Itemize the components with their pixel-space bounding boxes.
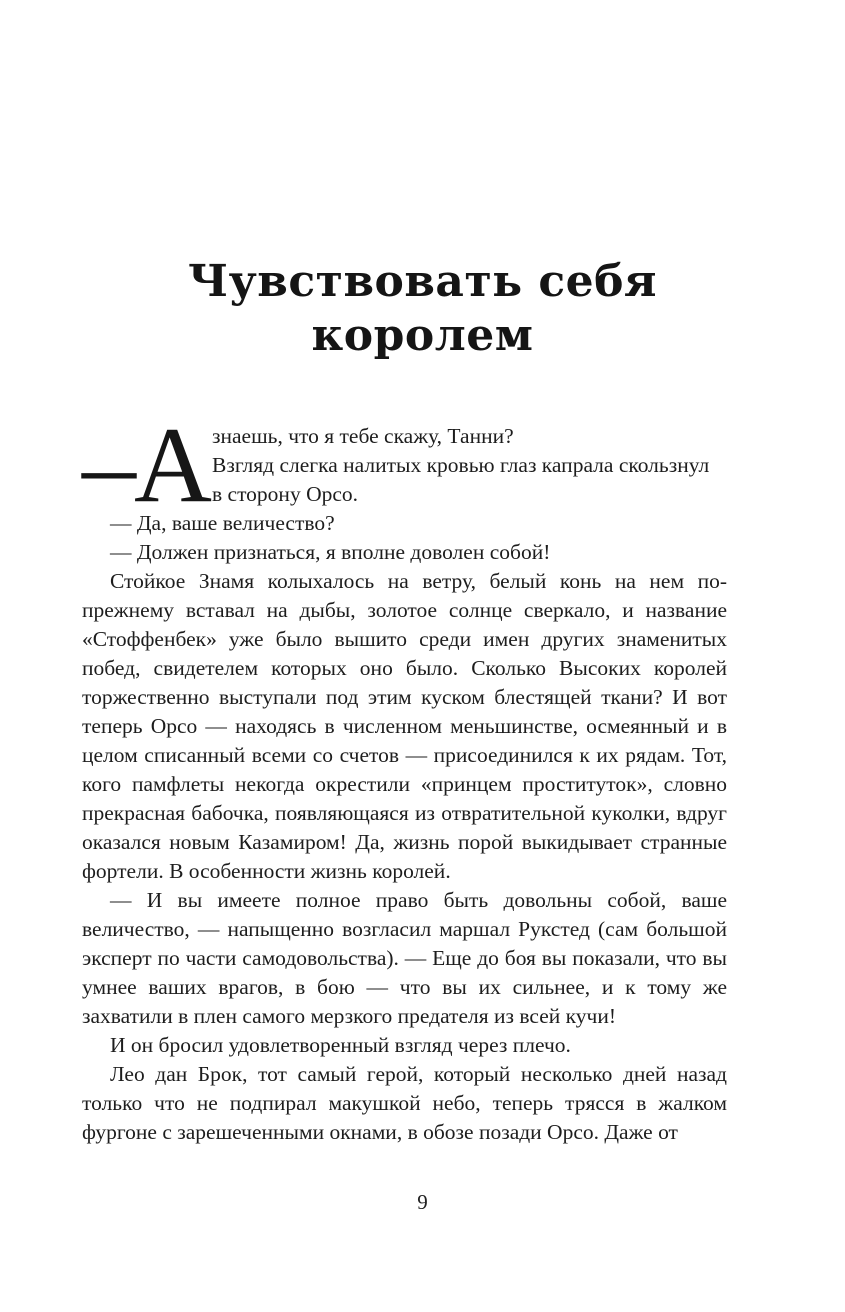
opening-line-1: знаешь, что я тебе скажу, Танни? <box>212 424 514 448</box>
drop-cap: –А <box>82 406 210 525</box>
opening-line-2: Взгляд слегка налитых кровью глаз капрала скользнул <box>212 453 710 477</box>
page-number: 9 <box>417 1190 428 1214</box>
body-text <box>82 406 727 1147</box>
paragraph: Стойкое Знамя колыхалось на ветру, белый конь на нем по-прежнему вставал на дыбы, золотое солнце сверкало, и название «Стоффенбек» уже было вышито среди имен других знаменитых побед, свидетелем которых оно было. Сколько Высоких королей торжественно выступали под этим куском блестящей ткани? И вот теперь Орсо — находясь в численном меньшинстве, осмеянный и в целом списанный всеми со счетов — присоединился к их рядам. Тот, кого памфлеты некогда окрестили «принцем проституток», словно прекрасная бабочка, появляющаяся из отвратительной куколки, вдруг оказался новым Казамиром! Да, жизнь порой выкидывает странные фортели. В особенности жизнь королей. <box>82 569 727 883</box>
opening-line-3: в сторону Орсо. <box>212 482 359 506</box>
chapter-title <box>0 255 845 363</box>
paragraph: — И вы имеете полное право быть довольны собой, ваше величество, — напыщенно возгласил маршал Рукстед (сам большой эксперт по части самодовольства). — Еще до боя вы показали, что вы умнее ваших врагов, в бою — что вы их сильнее, и к тому же захватили в плен самого мерзкого предателя из всей кучи! <box>82 888 727 1028</box>
paragraph: И он бросил удовлетворенный взгляд через плечо. <box>110 1033 571 1057</box>
paragraph: Лео дан Брок, тот самый герой, который несколько дней назад только что не подпирал макушкой небо, теперь трясся в жалком фургоне с зарешеченными окнами, в обозе позади Орсо. Даже от <box>82 1062 727 1144</box>
paragraph: — Должен признаться, я вполне доволен собой! <box>110 540 551 564</box>
drop-cap-lines <box>212 422 727 509</box>
paragraph: — Да, ваше величество? <box>110 511 335 535</box>
chapter-title-line-2: королем <box>311 310 534 361</box>
chapter-title-line-1: Чувствовать себя <box>187 256 658 307</box>
